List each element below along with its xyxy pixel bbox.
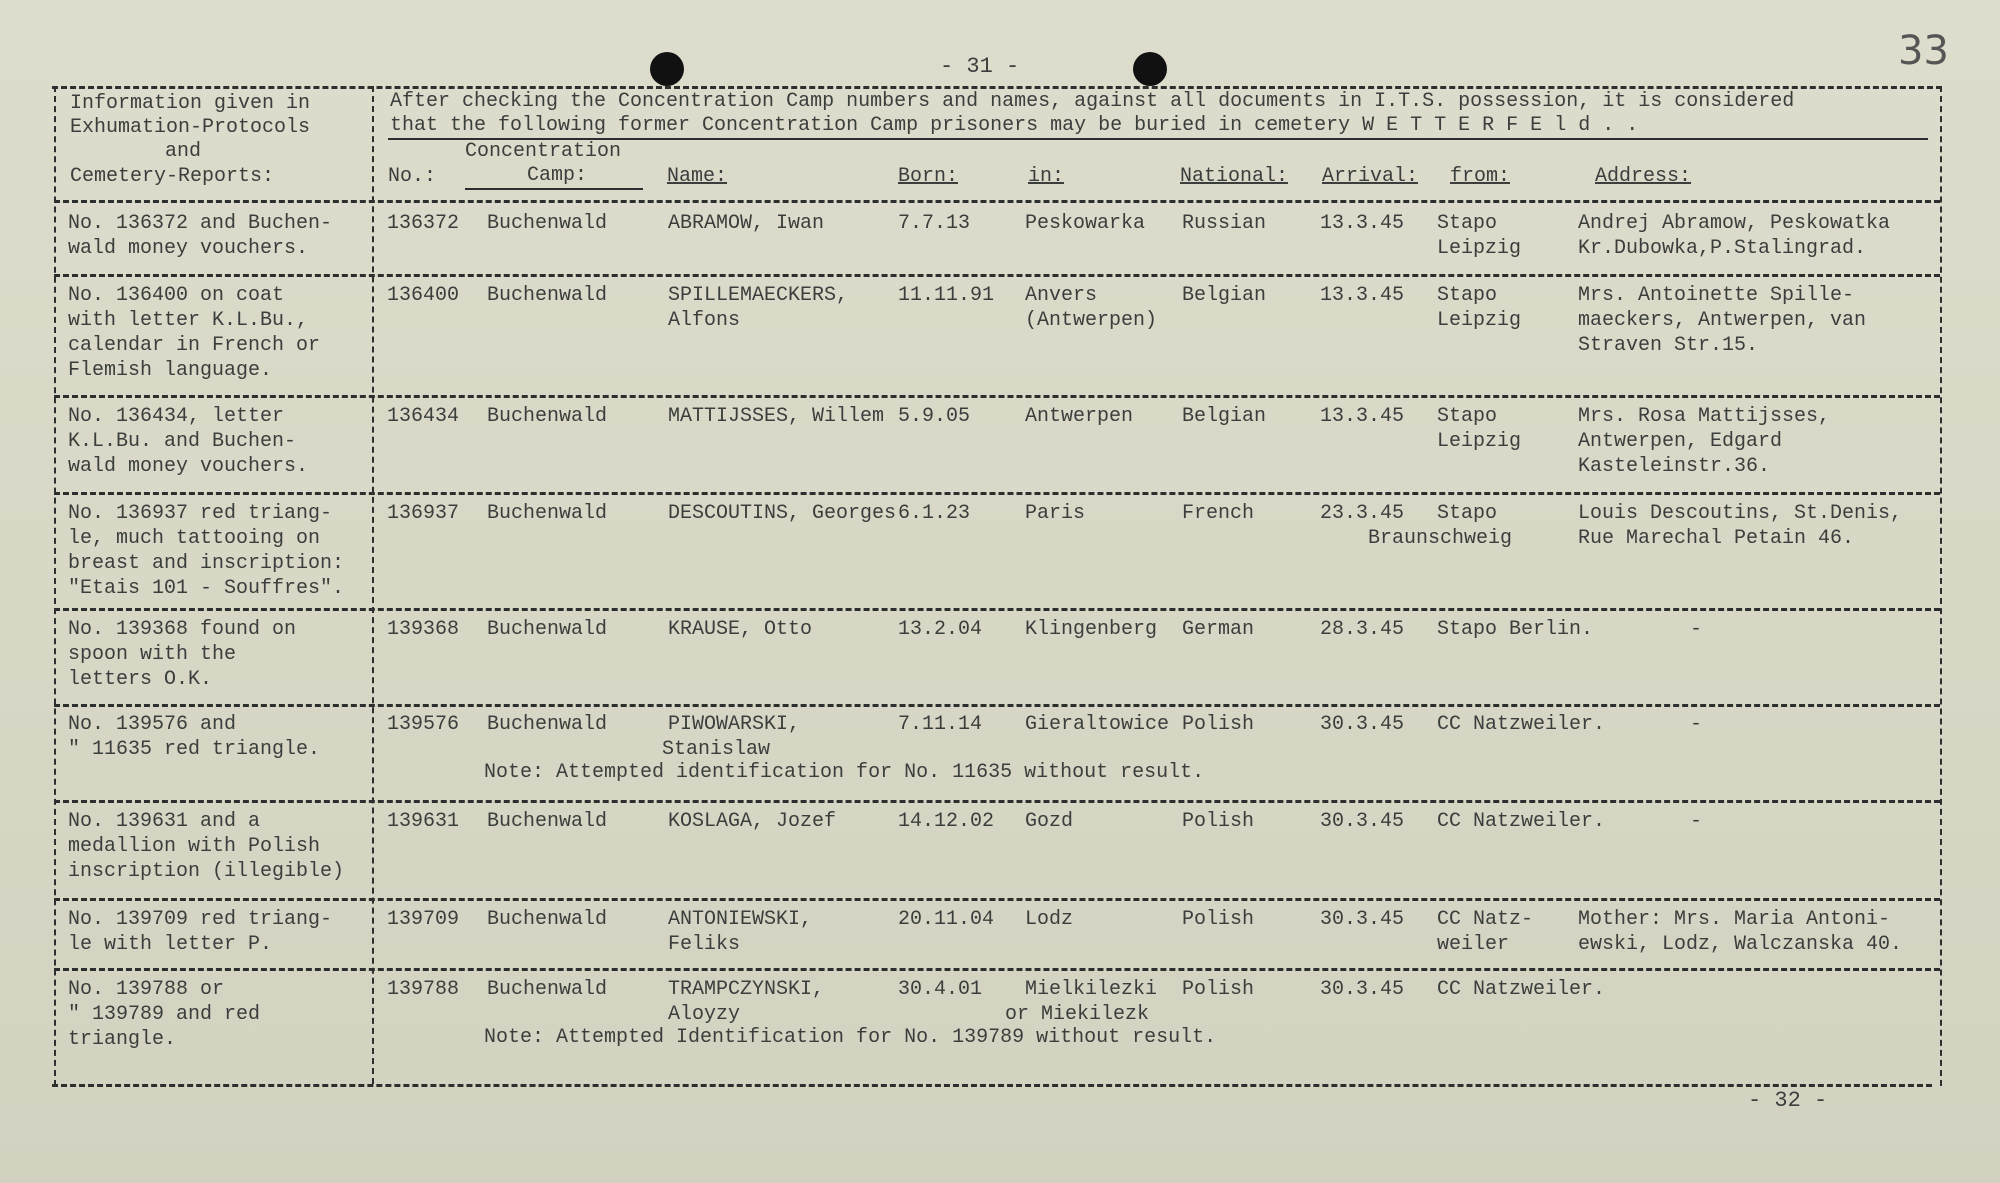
table-left-border <box>54 86 56 1086</box>
row-nationality: German <box>1182 618 1255 641</box>
col-header-camp-top: Concentration <box>465 140 622 163</box>
row-birthplace: Gozd <box>1025 810 1074 833</box>
row-info-line: calendar in French or <box>68 334 321 357</box>
row-separator <box>54 395 1940 398</box>
row-separator <box>54 704 1940 707</box>
row-info-line: letters O.K. <box>68 668 213 691</box>
header-info-line-2: Exhumation-Protocols <box>70 116 311 139</box>
row-name: ABRAMOW, Iwan <box>668 212 825 235</box>
row-info-line: No. 139709 red triang- <box>68 908 333 931</box>
row-from: Leipzig <box>1437 237 1522 260</box>
row-separator <box>54 274 1940 277</box>
row-nationality: Belgian <box>1182 405 1267 428</box>
row-number: 139709 <box>387 908 460 931</box>
row-born: 13.2.04 <box>898 618 983 641</box>
row-born: 11.11.91 <box>898 284 995 307</box>
row-info-line: inscription (illegible) <box>68 860 345 883</box>
row-name: KRAUSE, Otto <box>668 618 813 641</box>
row-nationality: Polish <box>1182 810 1255 833</box>
row-info-line: K.L.Bu. and Buchen- <box>68 430 297 453</box>
row-arrival: 13.3.45 <box>1320 405 1405 428</box>
table-top-border <box>52 86 1942 89</box>
row-from: Leipzig <box>1437 430 1522 453</box>
col-header-national: National: <box>1180 165 1289 188</box>
col-header-camp: Camp: <box>527 164 588 187</box>
row-info-line: le with letter P. <box>68 933 273 956</box>
row-name: TRAMPCZYNSKI, <box>668 978 825 1001</box>
row-address: Mrs. Antoinette Spille- <box>1578 284 1855 307</box>
row-info-line: medallion with Polish <box>68 835 321 858</box>
row-name: ANTONIEWSKI, <box>668 908 813 931</box>
row-name: SPILLEMAECKERS, <box>668 284 849 307</box>
row-address: - <box>1690 618 1703 641</box>
header-info-line-4: Cemetery-Reports: <box>70 165 275 188</box>
row-from: Stapo <box>1437 284 1498 307</box>
row-camp: Buchenwald <box>487 405 608 428</box>
column-divider <box>372 86 374 1084</box>
row-info-line: " 139789 and red <box>68 1003 261 1026</box>
row-camp: Buchenwald <box>487 713 608 736</box>
row-info-line: le, much tattooing on <box>68 527 321 550</box>
row-number: 139368 <box>387 618 460 641</box>
bottom-page-number: - 32 - <box>1748 1088 1828 1113</box>
row-separator <box>54 608 1940 611</box>
statement-line-1: After checking the Concentration Camp numbers and names, against all documents in I.T.S. possession, it is considered <box>390 90 1795 113</box>
row-from: Leipzig <box>1437 309 1522 332</box>
col-header-address: Address: <box>1595 165 1692 188</box>
row-born: 7.11.14 <box>898 713 983 736</box>
row-number: 136937 <box>387 502 460 525</box>
row-born: 7.7.13 <box>898 212 971 235</box>
row-address: Mother: Mrs. Maria Antoni- <box>1578 908 1891 931</box>
row-info-line: wald money vouchers. <box>68 455 309 478</box>
row-born: 5.9.05 <box>898 405 971 428</box>
row-camp: Buchenwald <box>487 212 608 235</box>
row-from: Braunschweig <box>1368 527 1513 550</box>
row-separator <box>54 800 1940 803</box>
row-born: 20.11.04 <box>898 908 995 931</box>
row-address: Straven Str.15. <box>1578 334 1759 357</box>
row-info-line: wald money vouchers. <box>68 237 309 260</box>
row-address: Antwerpen, Edgard <box>1578 430 1783 453</box>
row-address: Kr.Dubowka,P.Stalingrad. <box>1578 237 1867 260</box>
row-info-line: No. 139368 found on <box>68 618 297 641</box>
row-separator <box>54 492 1940 495</box>
row-number: 136400 <box>387 284 460 307</box>
row-address: - <box>1690 713 1703 736</box>
row-separator <box>54 898 1940 901</box>
row-info-line: breast and inscription: <box>68 552 345 575</box>
row-from: Stapo <box>1437 405 1498 428</box>
row-from: CC Natzweiler. <box>1437 978 1606 1001</box>
row-from: Stapo <box>1437 212 1498 235</box>
row-info-line: Flemish language. <box>68 359 273 382</box>
col-header-in: in: <box>1028 165 1065 188</box>
row-nationality: Belgian <box>1182 284 1267 307</box>
row-separator <box>54 968 1940 971</box>
row-nationality: French <box>1182 502 1255 525</box>
row-address: Louis Descoutins, St.Denis, <box>1578 502 1903 525</box>
row-address: Andrej Abramow, Peskowatka <box>1578 212 1891 235</box>
row-name: PIWOWARSKI, <box>668 713 801 736</box>
row-arrival: 13.3.45 <box>1320 212 1405 235</box>
row-birthplace: (Antwerpen) <box>1025 309 1158 332</box>
row-info-line: "Etais 101 - Souffres". <box>68 577 345 600</box>
row-birthplace: Gieraltowice <box>1025 713 1170 736</box>
row-birthplace: Lodz <box>1025 908 1074 931</box>
row-name: Stanislaw <box>662 738 771 761</box>
row-born: 6.1.23 <box>898 502 971 525</box>
header-separator <box>54 200 1940 203</box>
row-info-line: No. 139576 and <box>68 713 237 736</box>
row-birthplace: Anvers <box>1025 284 1098 307</box>
row-camp: Buchenwald <box>487 908 608 931</box>
row-name: Feliks <box>668 933 741 956</box>
table-bottom-border <box>52 1084 1932 1087</box>
row-nationality: Polish <box>1182 978 1255 1001</box>
row-from: Stapo <box>1437 502 1498 525</box>
row-from: CC Natz- <box>1437 908 1534 931</box>
col-header-from: from: <box>1450 165 1511 188</box>
row-from: CC Natzweiler. <box>1437 713 1606 736</box>
row-number: 139631 <box>387 810 460 833</box>
row-number: 136434 <box>387 405 460 428</box>
row-camp: Buchenwald <box>487 618 608 641</box>
row-name: MATTIJSSES, Willem <box>668 405 885 428</box>
top-page-number: - 31 - <box>940 54 1020 79</box>
row-number: 139576 <box>387 713 460 736</box>
row-birthplace: Mielkilezki <box>1025 978 1158 1001</box>
punch-hole-left <box>650 52 684 86</box>
row-camp: Buchenwald <box>487 284 608 307</box>
row-birthplace: Klingenberg <box>1025 618 1158 641</box>
row-info-line: triangle. <box>68 1028 177 1051</box>
col-header-born: Born: <box>898 165 959 188</box>
statement-line-2: that the following former Concentration Camp prisoners may be buried in cemetery W E T T E R F E l d . . <box>390 114 1639 137</box>
row-info-line: spoon with the <box>68 643 237 666</box>
row-name: Aloyzy <box>668 1003 741 1026</box>
header-info-line-3: and <box>165 140 202 163</box>
row-address: Mrs. Rosa Mattijsses, <box>1578 405 1831 428</box>
row-birthplace: Peskowarka <box>1025 212 1146 235</box>
row-birthplace: Paris <box>1025 502 1086 525</box>
row-arrival: 30.3.45 <box>1320 908 1405 931</box>
row-arrival: 23.3.45 <box>1320 502 1405 525</box>
row-name: DESCOUTINS, Georges <box>668 502 897 525</box>
row-from: Stapo Berlin. <box>1437 618 1594 641</box>
row-nationality: Polish <box>1182 713 1255 736</box>
row-nationality: Russian <box>1182 212 1267 235</box>
corner-page-number: 33 <box>1898 28 1949 74</box>
row-info-line: with letter K.L.Bu., <box>68 309 309 332</box>
col-header-arrival: Arrival: <box>1322 165 1419 188</box>
row-camp: Buchenwald <box>487 502 608 525</box>
row-arrival: 30.3.45 <box>1320 978 1405 1001</box>
row-camp: Buchenwald <box>487 810 608 833</box>
row-nationality: Polish <box>1182 908 1255 931</box>
row-arrival: 30.3.45 <box>1320 713 1405 736</box>
table-right-border <box>1940 86 1942 1086</box>
row-born: 30.4.01 <box>898 978 983 1001</box>
row-address: - <box>1690 810 1703 833</box>
row-info-line: " 11635 red triangle. <box>68 738 321 761</box>
row-name: Alfons <box>668 309 741 332</box>
row-arrival: 28.3.45 <box>1320 618 1405 641</box>
col-header-name: Name: <box>667 165 728 188</box>
row-info-line: No. 139788 or <box>68 978 225 1001</box>
row-address: Kasteleinstr.36. <box>1578 455 1771 478</box>
row-number: 139788 <box>387 978 460 1001</box>
row-name: KOSLAGA, Jozef <box>668 810 837 833</box>
row-arrival: 13.3.45 <box>1320 284 1405 307</box>
row-birthplace: or Miekilezk <box>1005 1003 1150 1026</box>
row-from: weiler <box>1437 933 1510 956</box>
row-address: ewski, Lodz, Walczanska 40. <box>1578 933 1903 956</box>
row-camp: Buchenwald <box>487 978 608 1001</box>
row-address: maeckers, Antwerpen, van <box>1578 309 1867 332</box>
row-arrival: 30.3.45 <box>1320 810 1405 833</box>
row-info-line: No. 136400 on coat <box>68 284 285 307</box>
row-born: 14.12.02 <box>898 810 995 833</box>
row-number: 136372 <box>387 212 460 235</box>
row-info-line: No. 136372 and Buchen- <box>68 212 333 235</box>
col-header-no: No.: <box>388 165 437 188</box>
camp-header-underline <box>465 188 643 190</box>
punch-hole-right <box>1133 52 1167 86</box>
row-from: CC Natzweiler. <box>1437 810 1606 833</box>
row-info-line: No. 139631 and a <box>68 810 261 833</box>
header-info-line-1: Information given in <box>70 92 311 115</box>
row-note: Note: Attempted identification for No. 11635 without result. <box>484 761 1205 784</box>
row-info-line: No. 136434, letter <box>68 405 285 428</box>
row-birthplace: Antwerpen <box>1025 405 1134 428</box>
row-address: Rue Marechal Petain 46. <box>1578 527 1855 550</box>
row-info-line: No. 136937 red triang- <box>68 502 333 525</box>
row-note: Note: Attempted Identification for No. 139789 without result. <box>484 1026 1217 1049</box>
